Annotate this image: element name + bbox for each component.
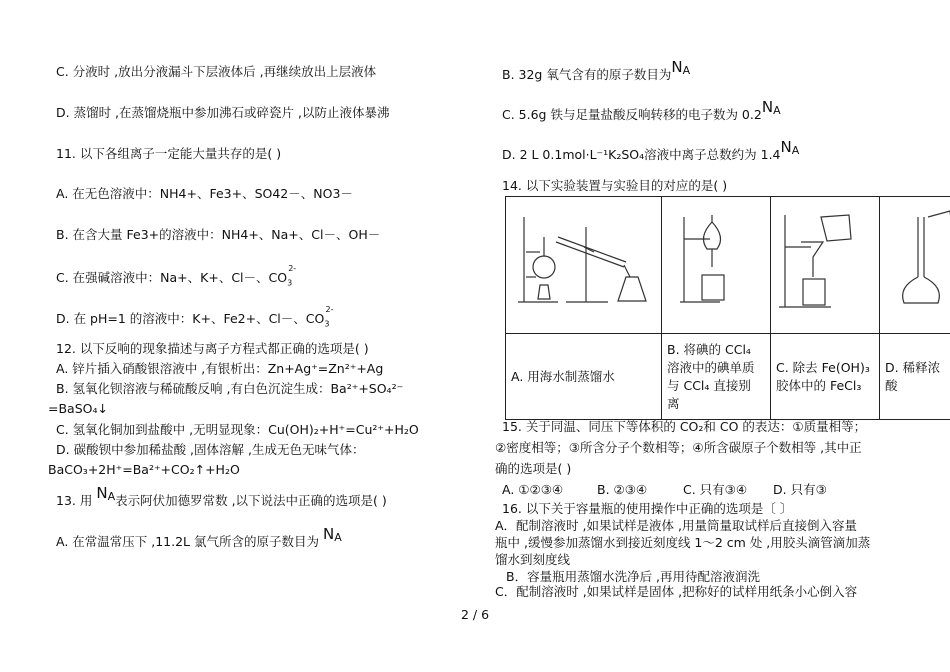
q16-option-c: C．配制溶液时 ,如果试样是固体 ,把称好的试样用纸条小心倒入容 xyxy=(495,584,858,599)
question-15-line1: 15. 关于同温、同压下等体积的 CO₂和 CO 的表达：①质量相等； xyxy=(502,419,867,434)
q12-option-b-line1: B. 氢氧化钡溶液与稀硫酸反响 ,有白色沉淀生成：Ba²⁺+SO₄²⁻ xyxy=(56,381,404,396)
question-13: 13. 用 $N_A$表示阿伏加德罗常数 ,以下说法中正确的选项是( ) xyxy=(56,484,387,508)
distillation-apparatus-diagram xyxy=(506,197,662,334)
q12-option-d-line2: BaCO₃+2H⁺=Ba²⁺+CO₂↑+H₂O xyxy=(48,462,240,477)
q15-option-b: B. ②③④ xyxy=(597,482,648,497)
q13-option-b: B. 32g 氧气含有的原子数目为$N_A$ xyxy=(502,58,691,82)
q12-option-b-line2: =BaSO₄↓ xyxy=(48,401,108,416)
q11-option-b: B. 在含大量 Fe3+的溶液中：NH4+、Na+、Cl－、OH－ xyxy=(56,227,381,242)
q16-option-b: B．容量瓶用蒸馏水洗净后 ,再用待配溶液润洗 xyxy=(506,569,761,584)
volumetric-flask-diagram xyxy=(880,197,950,334)
q16-option-a-line3: 馏水到刻度线 xyxy=(495,552,571,567)
funnel-icon xyxy=(662,197,770,328)
filtration-diagram xyxy=(771,197,880,334)
question-15-line2: ②密度相等；③所含分子个数相等；④所含碳原子个数相等 ,其中正 xyxy=(495,440,862,455)
question-14: 14. 以下实验装置与实验目的对应的是( ) xyxy=(502,178,728,193)
question-15-line3: 确的选项是( ) xyxy=(495,461,572,476)
q15-option-c: C. 只有③④ xyxy=(683,482,748,497)
q14-option-b: B. 将碘的 CCl₄ 溶液中的碘单质 与 CCl₄ 直接别 离 xyxy=(662,334,771,420)
q15-option-d: D. 只有③ xyxy=(773,482,827,497)
q14-option-a: A. 用海水制蒸馏水 xyxy=(506,334,662,420)
q16-option-a-line1: A．配制溶液时 ,如果试样是液体 ,用量筒量取试样后直接倒入容量 xyxy=(495,518,857,533)
q11-option-a: A. 在无色溶液中：NH4+、Fe3+、SO42－、NO3－ xyxy=(56,186,353,201)
q14-option-d: D. 稀释浓 酸 xyxy=(880,334,950,420)
question-12: 12. 以下反响的现象描述与离子方程式都正确的选项是( ) xyxy=(56,341,369,356)
q13-option-a: A. 在常温常压下 ,11.2L 氯气所含的原子数目为 $N_A$ xyxy=(56,525,342,549)
distillation-icon xyxy=(506,197,661,328)
q13-option-c: C. 5.6g 铁与足量盐酸反响转移的电子数为 $0.2N_A$ xyxy=(502,98,781,122)
apparatus-table xyxy=(505,196,950,420)
q12-option-a: A. 锌片插入硝酸银溶液中 ,有银析出：Zn+Ag⁺=Zn²⁺+Ag xyxy=(56,361,384,376)
q12-option-c: C. 氢氧化铜加到盐酸中 ,无明显现象：Cu(OH)₂+H⁺=Cu²⁺+H₂O xyxy=(56,422,419,437)
q13-option-d: D. 2 L 0.1mol·L⁻¹K₂SO₄溶液中离子总数约为 $1.4N_A$ xyxy=(502,138,800,162)
question-11: 11. 以下各组离子一定能大量共存的是( ) xyxy=(56,146,282,161)
q14-option-c: C. 除去 Fe(OH)₃ 胶体中的 FeCl₃ xyxy=(771,334,880,420)
q12-option-d-line1: D. 碳酸钡中参加稀盐酸 ,固体溶解 ,生成无色无味气体： xyxy=(56,442,365,457)
flask-icon xyxy=(880,197,950,328)
question-16: 16. 以下关于容量瓶的使用操作中正确的选项是〔 〕 xyxy=(502,501,793,516)
q15-option-a: A. ①②③④ xyxy=(502,482,564,497)
q11-option-c: C. 在强碱溶液中：Na+、K+、Cl－、$CO_3^{2-}$ xyxy=(56,264,297,288)
filter-icon xyxy=(771,197,879,328)
option-c-separation: C. 分液时 ,放出分液漏斗下层液体后 ,再继续放出上层液体 xyxy=(56,64,377,79)
q11-option-d: D. 在 pH=1 的溶液中：K+、Fe2+、Cl－、$CO_3^{2-}$ xyxy=(56,305,334,329)
q16-option-a-line2: 瓶中 ,缓慢参加蒸馏水到接近刻度线 1～2 cm 处 ,用胶头滴管滴加蒸 xyxy=(495,535,871,550)
page-number: 2 / 6 xyxy=(460,607,490,622)
option-d-distillation: D. 蒸馏时 ,在蒸馏烧瓶中参加沸石或碎瓷片 ,以防止液体暴沸 xyxy=(56,105,390,120)
separatory-funnel-diagram xyxy=(662,197,771,334)
